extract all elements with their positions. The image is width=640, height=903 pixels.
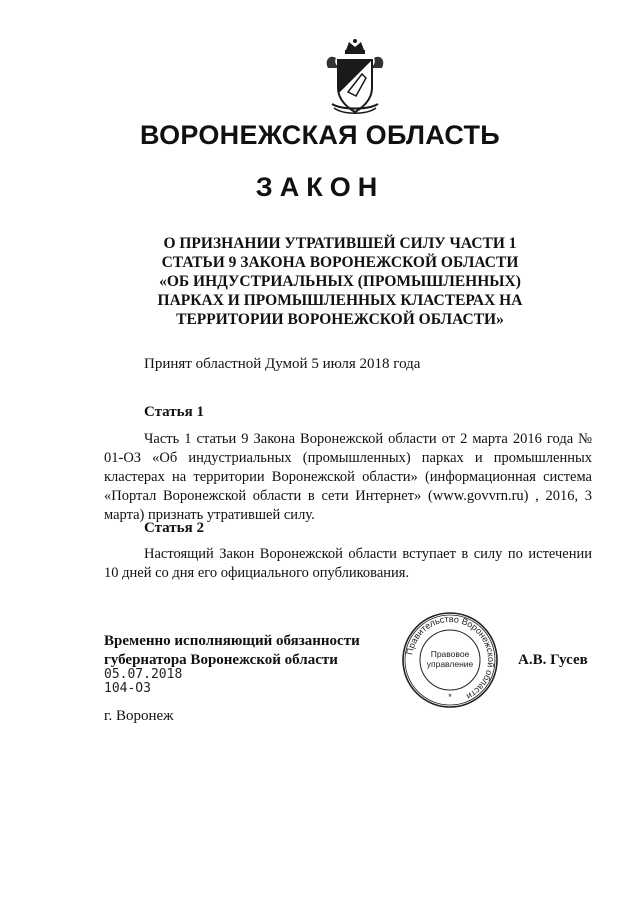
law-title-line: ПАРКАХ И ПРОМЫШЛЕННЫХ КЛАСТЕРАХ НА: [157, 292, 523, 309]
registration-info: [104, 668, 182, 696]
article-1-text: [104, 430, 592, 525]
seal-center-line: Правовое: [430, 649, 470, 659]
law-title-line: О ПРИЗНАНИИ УТРАТИВШЕЙ СИЛУ ЧАСТИ 1: [163, 235, 517, 252]
law-title-line: СТАТЬИ 9 ЗАКОНА ВОРОНЕЖСКОЙ ОБЛАСТИ: [161, 254, 519, 271]
signer-name: А.В. Гусев: [518, 652, 588, 668]
article-1-heading: Статья 1: [144, 404, 204, 420]
article-1-paragraph: Часть 1 статьи 9 Закона Воронежской области от 2 марта 2016 года № 01-ОЗ «Об индустриальных (промышленных) парках и промышленных кластерах на территории Воронежской области» (информационная система «Портал Воронежской области в сети Интернет» (www.govvrn.ru) , 2016, 3 марта) признать утратившей силу.: [104, 431, 592, 523]
law-number: 104-ОЗ: [104, 681, 151, 696]
seal-ring-text: Правительство Воронежской области: [404, 613, 497, 702]
signing-date: 05.07.2018: [104, 667, 183, 682]
law-title-line: ТЕРРИТОРИИ ВОРОНЕЖСКОЙ ОБЛАСТИ»: [176, 311, 504, 328]
seal-star: *: [448, 692, 452, 702]
signer-position-line: Временно исполняющий обязанности: [104, 633, 360, 649]
adoption-statement: Принят областной Думой 5 июля 2018 года: [144, 356, 421, 372]
law-title: [150, 234, 530, 329]
article-2-paragraph: Настоящий Закон Воронежской области вступает в силу по истечении 10 дней со дня его официального опубликования.: [104, 546, 592, 581]
official-seal: [400, 610, 500, 710]
seal-center-line: управление: [426, 659, 474, 669]
signer-position: [104, 632, 360, 670]
signing-city: г. Воронеж: [104, 708, 174, 724]
law-title-line: «ОБ ИНДУСТРИАЛЬНЫХ (ПРОМЫШЛЕННЫХ): [159, 273, 521, 290]
coat-of-arms-emblem: [322, 38, 388, 118]
article-2-text: [104, 545, 592, 583]
document-type-heading: ЗАКОН: [255, 172, 385, 202]
region-heading: ВОРОНЕЖСКАЯ ОБЛАСТЬ: [139, 120, 501, 150]
article-2-heading: Статья 2: [144, 520, 204, 536]
signer-position-line: губернатора Воронежской области: [104, 652, 338, 668]
